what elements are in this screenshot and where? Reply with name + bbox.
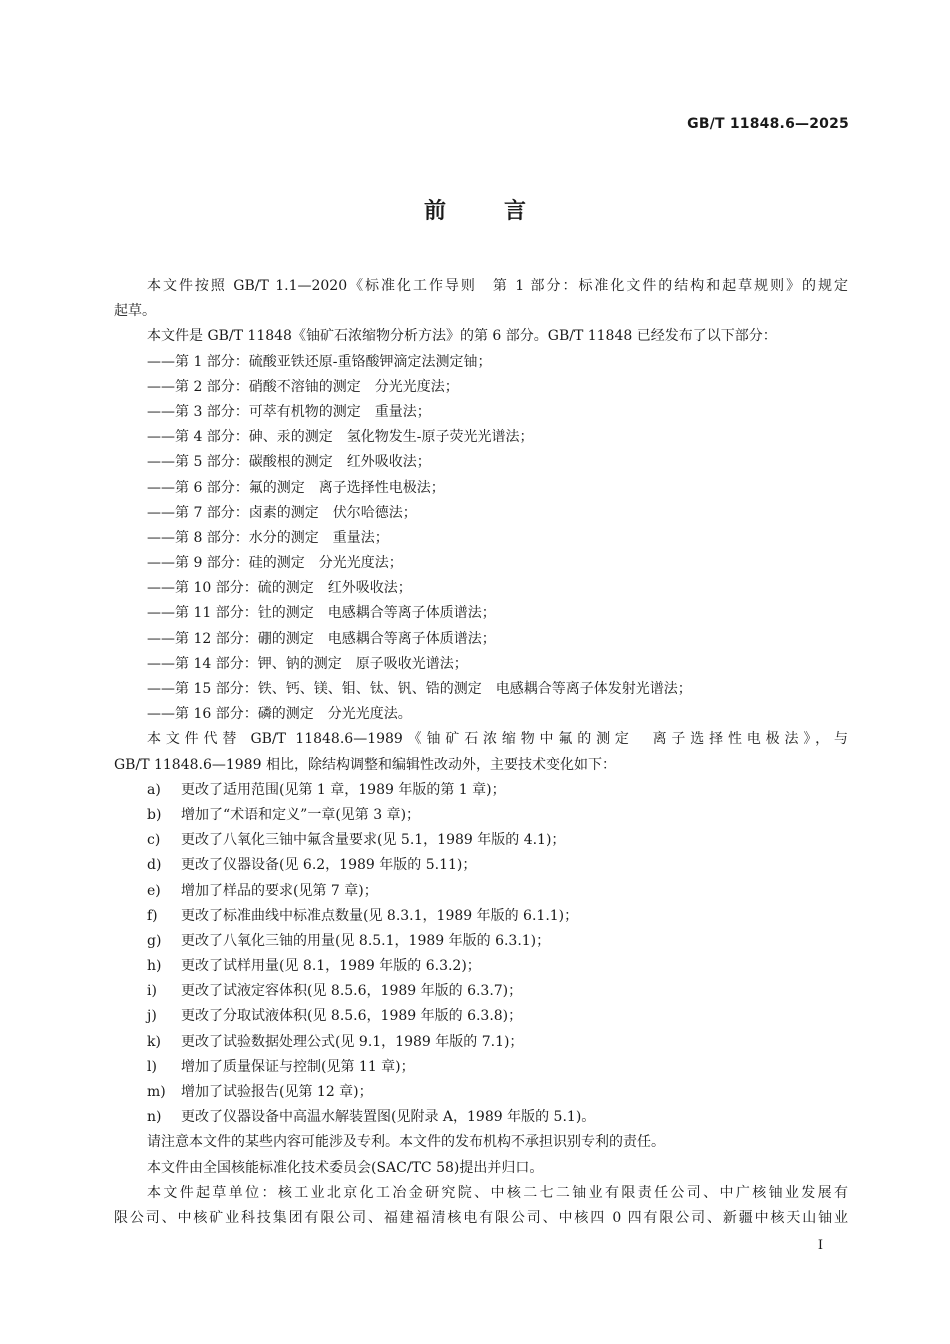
- list-item: [114, 1055, 848, 1080]
- list-item: ——第 7 部分：卤素的测定 伏尔哈德法；: [147, 504, 417, 521]
- list-item: [114, 853, 848, 878]
- paragraph-drafters-line2: 限公司、中核矿业科技集团有限公司、福建福清核电有限公司、中核四 0 四有限公司、新疆中核天山铀业: [114, 1209, 848, 1226]
- item-text: 增加了“术语和定义”一章(见第 3 章)；: [181, 806, 421, 823]
- list-item: ——第 14 部分：钾、钠的测定 原子吸收光谱法；: [147, 655, 468, 672]
- list-item: ——第 10 部分：硫的测定 红外吸收法；: [147, 580, 412, 597]
- list-item: ——第 12 部分：硼的测定 电感耦合等离子体质谱法；: [147, 630, 496, 647]
- paragraph-patent: 请注意本文件的某些内容可能涉及专利。本文件的发布机构不承担识别专利的责任。: [147, 1134, 665, 1151]
- item-text: 更改了仪器设备(见 6.2，1989 年版的 5.11)；: [181, 857, 477, 874]
- item-text: 更改了试液定容体积(见 8.5.6，1989 年版的 6.3.7)；: [181, 983, 523, 1000]
- item-text: 更改了试验数据处理公式(见 9.1，1989 年版的 7.1)；: [181, 1033, 524, 1050]
- list-item: [114, 1004, 848, 1029]
- page-number: Ⅰ: [817, 1238, 823, 1253]
- list-item: [114, 929, 848, 954]
- list-item: ——第 11 部分：钍的测定 电感耦合等离子体质谱法；: [147, 605, 496, 622]
- item-text: 更改了八氧化三铀中氟含量要求(见 5.1，1989 年版的 4.1)；: [181, 832, 566, 849]
- list-item: ——第 1 部分：硫酸亚铁还原-重铬酸钾滴定法测定铀；: [147, 353, 492, 370]
- list-item: [114, 803, 848, 828]
- item-text: 更改了标准曲线中标准点数量(见 8.3.1，1989 年版的 6.1.1)；: [181, 907, 579, 924]
- item-tag: f): [147, 907, 158, 924]
- list-item: ——第 9 部分：硅的测定 分光光度法；: [147, 555, 403, 572]
- list-item: [114, 979, 848, 1004]
- parts-list: [114, 350, 848, 728]
- page-title: 前言: [423, 199, 584, 224]
- item-tag: k): [147, 1033, 161, 1050]
- item-tag: g): [147, 932, 162, 949]
- standard-number: GB/T 11848.6—2025: [687, 116, 849, 132]
- list-item: [114, 879, 848, 904]
- item-tag: d): [147, 857, 162, 874]
- list-item: ——第 16 部分：磷的测定 分光光度法。: [147, 706, 412, 723]
- paragraph-scope-line1: 本文件按照 GB/T 1.1—2020《标准化工作导则 第 1 部分：标准化文件的结构和起草规则》的规定: [147, 278, 848, 294]
- list-item: [114, 828, 848, 853]
- list-item: [114, 1030, 848, 1055]
- list-item: [114, 954, 848, 979]
- changes-list: [114, 778, 848, 1131]
- list-item: ——第 8 部分：水分的测定 重量法；: [147, 529, 389, 546]
- item-text: 增加了试验报告(见第 12 章)；: [181, 1084, 373, 1100]
- item-tag: e): [147, 882, 161, 899]
- item-tag: b): [147, 806, 162, 823]
- paragraph-proposed: 本文件由全国核能标准化技术委员会(SAC/TC 58)提出并归口。: [147, 1159, 544, 1176]
- list-item: ——第 4 部分：砷、汞的测定 氢化物发生-原子荧光光谱法；: [147, 429, 534, 446]
- item-tag: i): [147, 983, 157, 1000]
- item-text: 增加了质量保证与控制(见第 11 章)；: [181, 1058, 415, 1075]
- list-item: ——第 6 部分：氟的测定 离子选择性电极法；: [147, 479, 445, 496]
- item-text: 更改了仪器设备中高温水解装置图(见附录 A，1989 年版的 5.1)。: [181, 1109, 596, 1126]
- item-text: 更改了试样用量(见 8.1，1989 年版的 6.3.2)；: [181, 958, 481, 975]
- list-item: [114, 904, 848, 929]
- list-item: [114, 778, 848, 803]
- paragraph-parts-intro: 本文件是 GB/T 11848《铀矿石浓缩物分析方法》的第 6 部分。GB/T 11848 已经发布了以下部分：: [147, 328, 777, 345]
- item-text: 增加了样品的要求(见第 7 章)；: [181, 882, 378, 899]
- item-tag: c): [147, 832, 161, 849]
- paragraph-drafters-line1: 本文件起草单位：核工业北京化工冶金研究院、中核二七二铀业有限责任公司、中广核铀业发展有: [147, 1184, 848, 1201]
- list-item: [114, 1105, 848, 1130]
- document-body: [114, 274, 848, 1231]
- item-text: 更改了八氧化三铀的用量(见 8.5.1，1989 年版的 6.3.1)；: [181, 932, 551, 949]
- list-item: ——第 5 部分：碳酸根的测定 红外吸收法；: [147, 454, 431, 471]
- item-tag: a): [147, 781, 161, 798]
- paragraph-scope-line2: 起草。: [114, 303, 156, 320]
- item-tag: m): [147, 1084, 166, 1100]
- item-tag: l): [147, 1058, 157, 1075]
- item-text: 更改了适用范围(见第 1 章，1989 年版的第 1 章)；: [181, 781, 506, 798]
- list-item: ——第 2 部分：硝酸不溶铀的测定 分光光度法；: [147, 378, 459, 395]
- item-tag: h): [147, 958, 162, 975]
- list-item: [114, 1080, 848, 1105]
- list-item: ——第 3 部分：可萃有机物的测定 重量法；: [147, 403, 431, 420]
- paragraph-replace-line1: 本文件代替 GB/T 11848.6—1989《铀矿石浓缩物中氟的测定 离子选择性电极法》，与: [147, 731, 848, 748]
- paragraph-replace-line2: GB/T 11848.6—1989 相比，除结构调整和编辑性改动外，主要技术变化如下：: [114, 756, 616, 773]
- item-text: 更改了分取试液体积(见 8.5.6，1989 年版的 6.3.8)；: [181, 1008, 523, 1025]
- list-item: ——第 15 部分：铁、钙、镁、钼、钛、钒、锆的测定 电感耦合等离子体发射光谱法；: [147, 681, 692, 697]
- item-tag: j): [147, 1008, 157, 1025]
- item-tag: n): [147, 1109, 162, 1126]
